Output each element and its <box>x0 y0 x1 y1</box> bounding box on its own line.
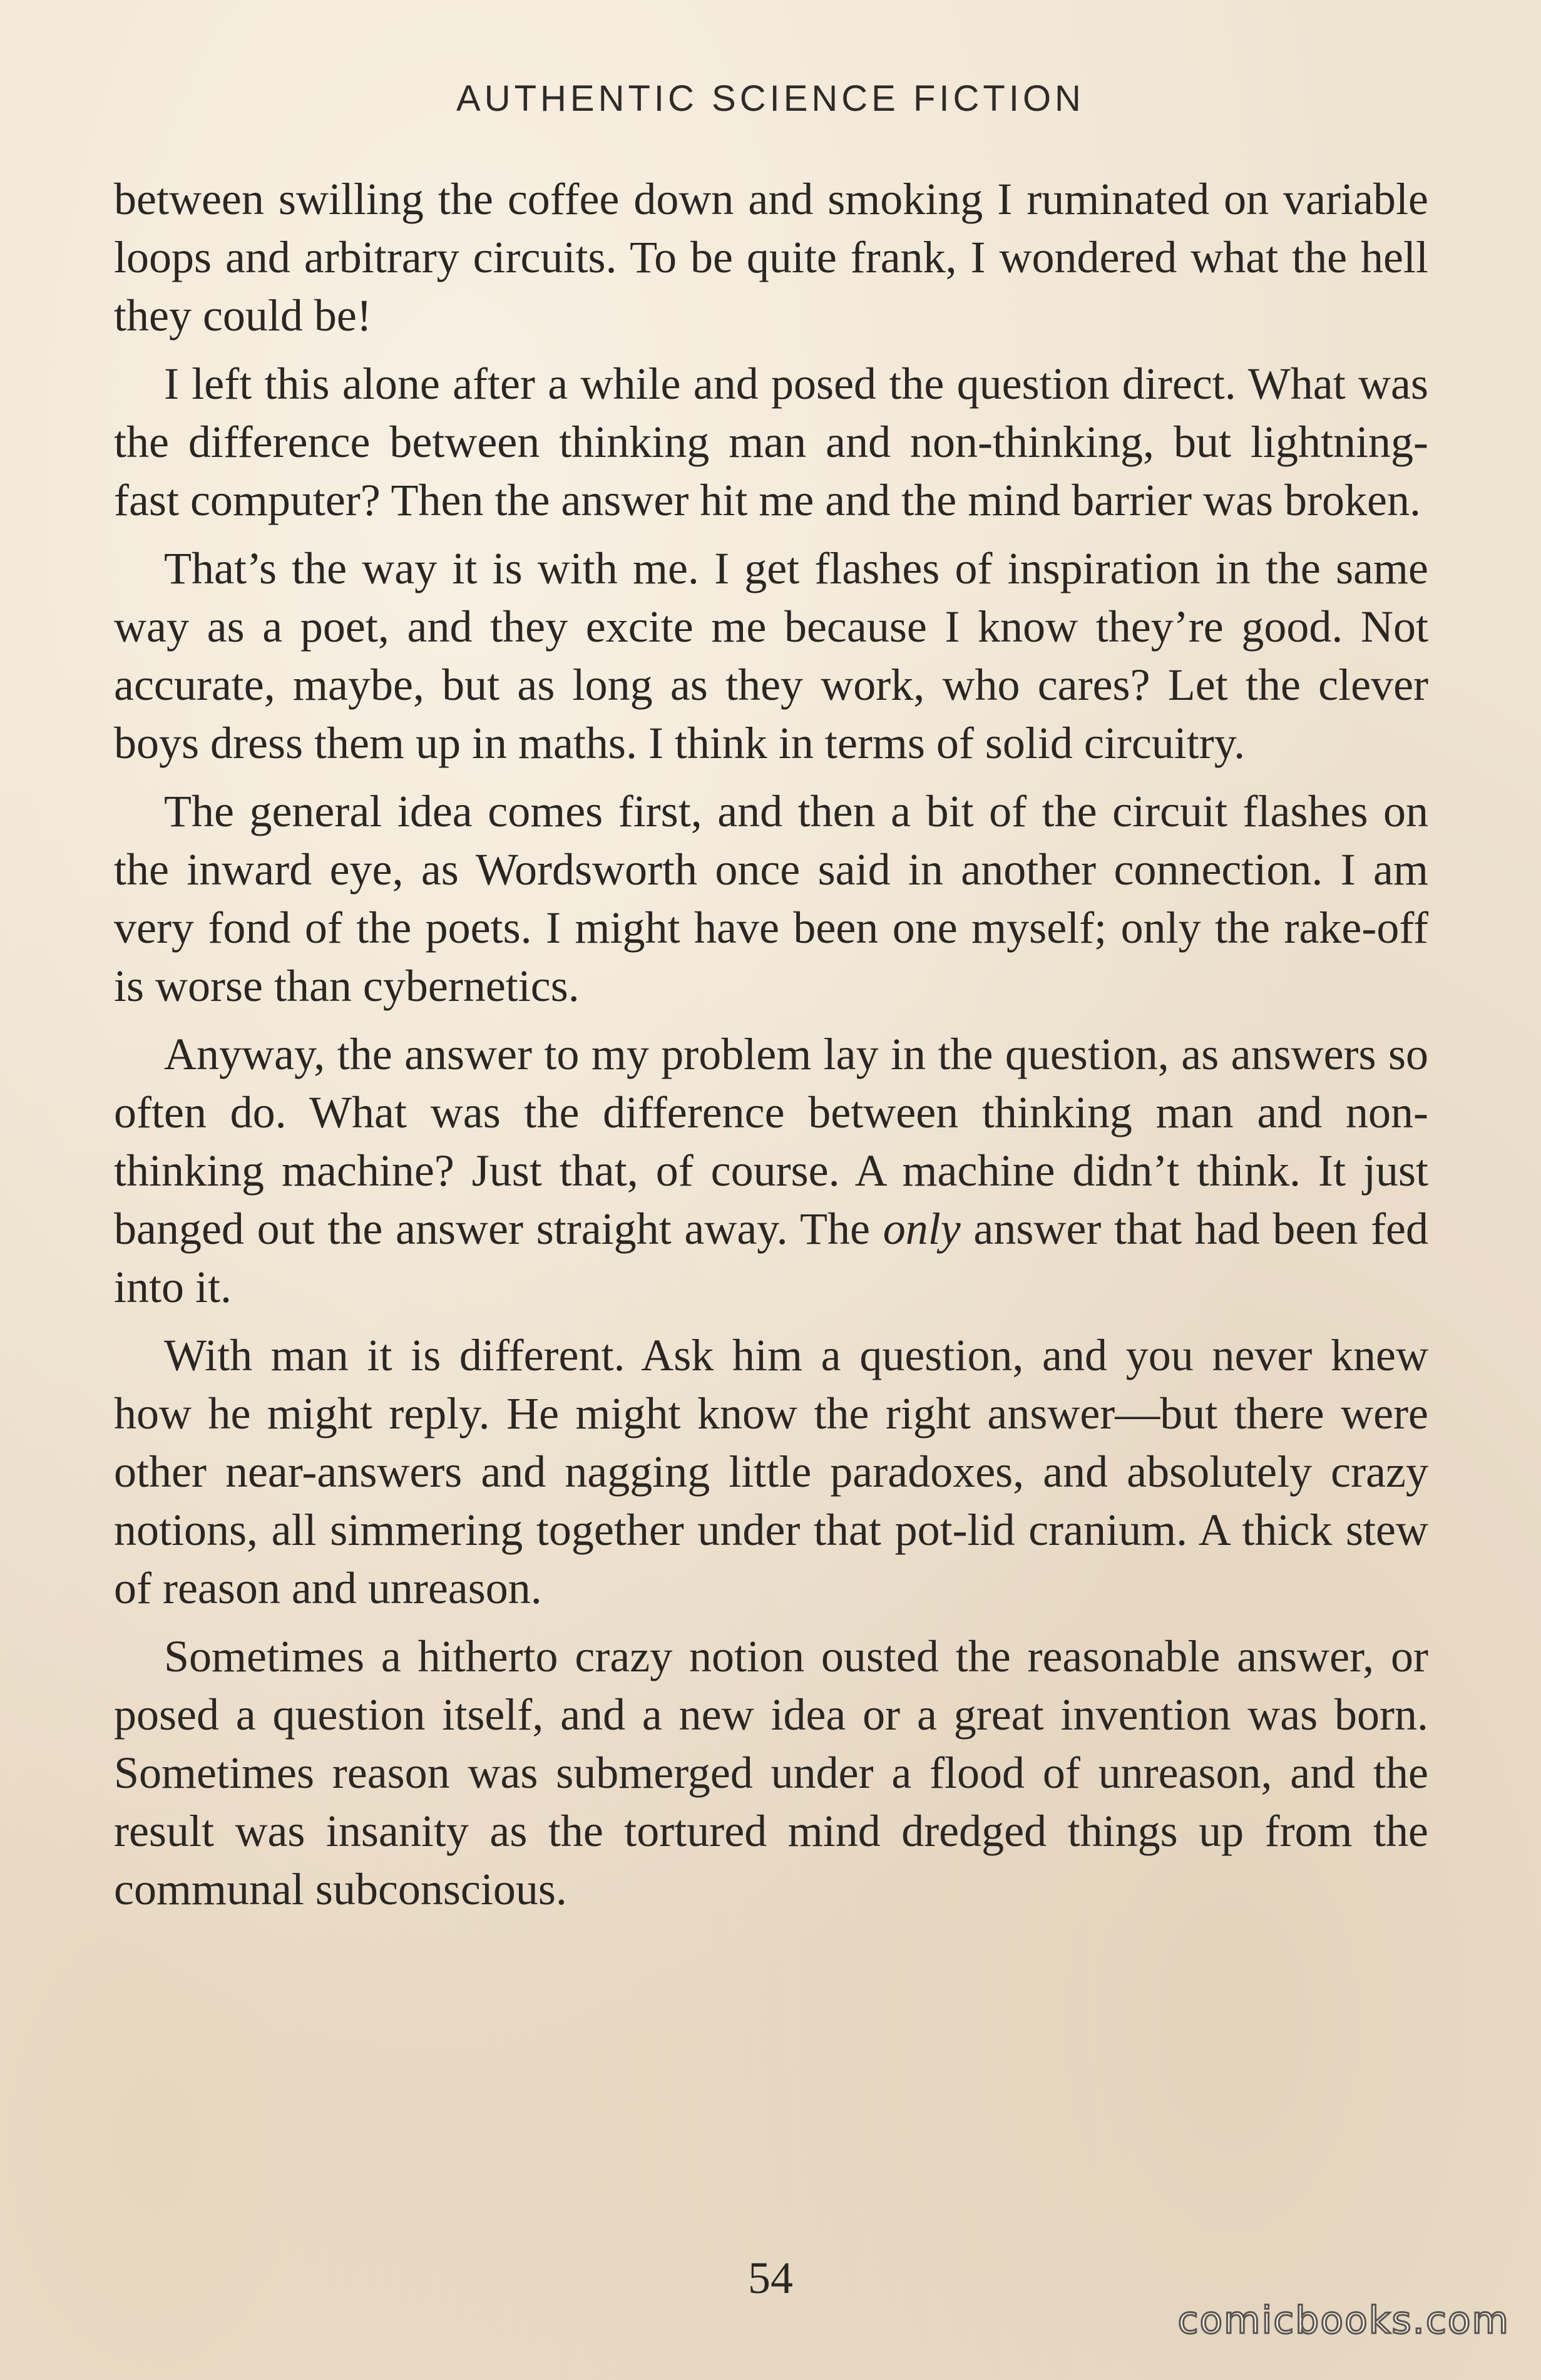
paragraph-2: I left this alone after a while and posed the question direct. What was the difference between thinking man and non-thinking, but lightning-fast computer? Then the answer hit me and the mind barrier was broken. <box>114 359 1428 525</box>
paragraph-7: Sometimes a hitherto crazy notion ousted the reasonable answer, or posed a question itself, and a new idea or a great invention was born. Sometimes reason was submerged under a flood of unreason, and the result was insanity as the tortured mind dredged things up from the communal subconscious. <box>114 1631 1428 1914</box>
paragraph-6: With man it is different. Ask him a question, and you never knew how he might reply. He might know the right answer—but there were other near-answers and nagging little paradoxes, and absolutely crazy notions, all simmering together under that pot-lid cranium. A thick stew of reason and unreason. <box>114 1330 1428 1613</box>
paragraph-5 <box>114 1025 1428 1316</box>
paragraph-5-text-end: answer that had been fed into it. <box>114 1204 1428 1312</box>
paragraph-5-text-start: Anyway, the answer to my problem lay in the question, as answers so often do. What was the difference between thinking man and non-thinking machine? Just that, of course. A machine didn’t think. It just banged out the answer straight away. The <box>114 1029 1428 1254</box>
watermark: comicbooks.com <box>1177 2299 1510 2342</box>
paragraph-4: The general idea comes first, and then a bit of the circuit flashes on the inward eye, as Wordsworth once said in another connection. I am very fond of the poets. I might have been one myself; only the rake-off is worse than cybernetics. <box>114 786 1428 1011</box>
paragraph-1: between swilling the coffee down and smoking I ruminated on variable loops and arbitrary circuits. To be quite frank, I wondered what the hell they could be! <box>114 174 1428 341</box>
running-head: AUTHENTIC SCIENCE FICTION <box>456 78 1085 119</box>
page-number: 54 <box>748 2253 793 2303</box>
body-text <box>114 170 1428 1929</box>
paragraph-3: That’s the way it is with me. I get flashes of inspiration in the same way as a poet, and they excite me because I know they’re good. Not accurate, maybe, but as long as they work, who cares? Let the clever boys dress them up in maths. I think in terms of solid circuitry. <box>114 543 1428 768</box>
paragraph-5-emphasis: only <box>883 1204 961 1254</box>
